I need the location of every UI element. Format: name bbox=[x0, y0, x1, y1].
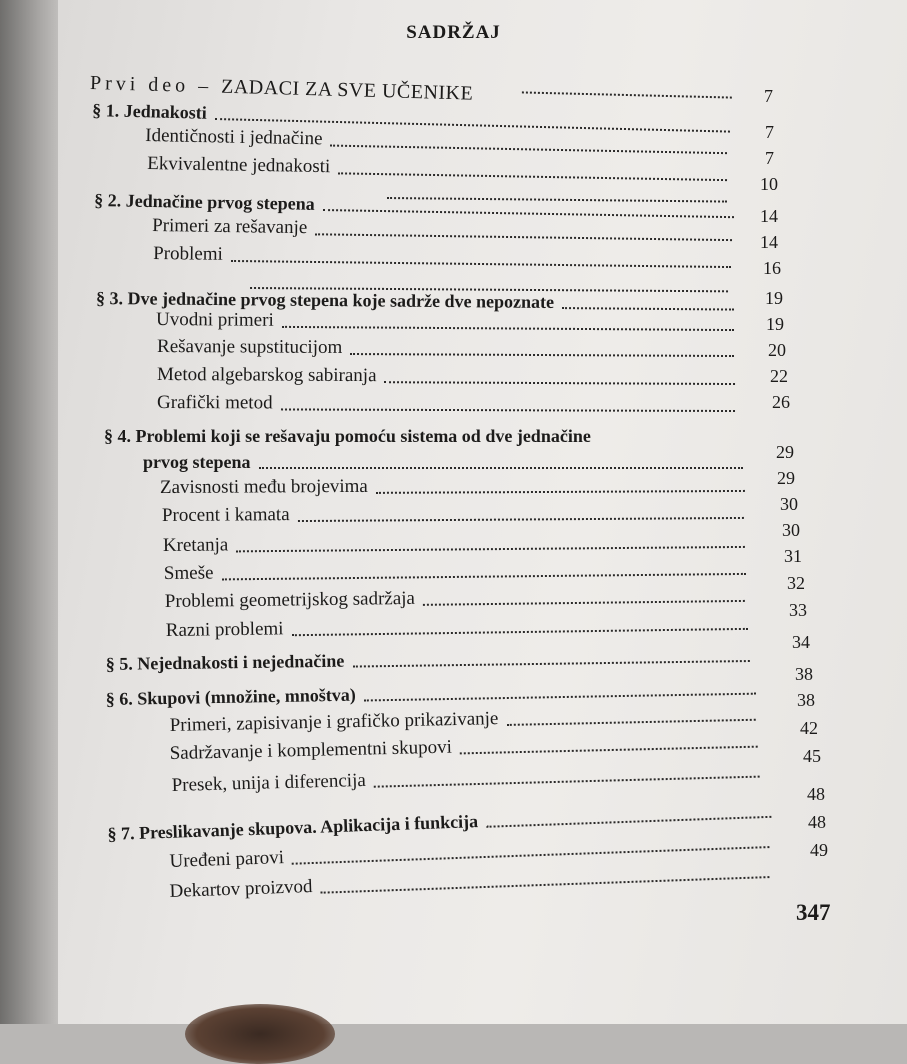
toc-entry-continued bbox=[143, 448, 743, 474]
page-ref: 7 bbox=[764, 86, 773, 106]
toc-label: Kretanja bbox=[162, 534, 229, 557]
toc-entry bbox=[156, 306, 734, 336]
page-ref: 34 bbox=[792, 632, 810, 652]
toc-label: Presek, unija i diferencija bbox=[171, 769, 367, 797]
toc-label: Uvodni primeri bbox=[156, 309, 274, 331]
toc-label: Razni problemi bbox=[165, 618, 284, 642]
toc-label: § 1. Jednakosti bbox=[92, 100, 208, 123]
page-ref: 10 bbox=[760, 174, 778, 194]
page-ref: 7 bbox=[765, 122, 774, 142]
page-ref: 29 bbox=[777, 468, 795, 488]
toc-entry bbox=[160, 471, 745, 500]
toc-label: Primeri, zapisivanje i grafičko prikazivanje bbox=[169, 708, 499, 737]
toc-label: Grafički metod bbox=[157, 392, 273, 414]
toc-label: Rešavanje supstitucijom bbox=[157, 336, 343, 358]
toc-label: Dekartov proizvod bbox=[169, 876, 313, 903]
page-title: SADRŽAJ bbox=[406, 22, 501, 43]
part-prefix: Prvi deo – bbox=[89, 72, 222, 98]
toc-label: Sadržavanje i komplementni skupovi bbox=[169, 736, 453, 765]
page-ref: 7 bbox=[765, 148, 774, 168]
folio: 347 bbox=[796, 900, 831, 925]
toc-label: Ekvivalentne jednakosti bbox=[147, 153, 331, 178]
toc-label: Uređeni parovi bbox=[169, 847, 285, 873]
page-ref: 38 bbox=[797, 690, 815, 710]
toc-label: § 2. Jednačine prvog stepena bbox=[94, 190, 315, 214]
toc-label: Procent i kamata bbox=[161, 504, 290, 527]
page-ref: 22 bbox=[770, 366, 788, 386]
page-ref: 30 bbox=[782, 520, 800, 540]
toc-entry bbox=[162, 498, 744, 528]
leader-dots bbox=[364, 689, 756, 702]
page-ref: 48 bbox=[807, 784, 825, 804]
page-ref: 20 bbox=[768, 340, 786, 360]
leader-dots bbox=[231, 256, 731, 268]
toc-entry-section-4: § 4. Problemi koji se rešavaju pomoću sistema od dve jednačine bbox=[104, 426, 591, 446]
leader-dots bbox=[298, 513, 744, 522]
toc-entry bbox=[163, 527, 745, 558]
leader-dots bbox=[315, 229, 732, 241]
leader-dots bbox=[352, 656, 750, 668]
page-ref: 49 bbox=[810, 840, 828, 860]
leader-dots bbox=[423, 596, 745, 606]
toc-label: Metod algebarskog sabiranja bbox=[157, 364, 377, 387]
toc-label: Problemi geometrijskog sadržaja bbox=[164, 587, 416, 613]
leader-dots bbox=[460, 742, 758, 755]
page-ref: 38 bbox=[795, 664, 813, 684]
page-ref: 31 bbox=[784, 546, 802, 566]
leader-dots bbox=[259, 463, 744, 469]
leader-dots bbox=[330, 141, 727, 155]
toc-label: Smeše bbox=[163, 562, 214, 585]
toc-label: prvog stepena bbox=[143, 452, 251, 472]
page-ref: 30 bbox=[780, 494, 798, 514]
toc-label: § 3. Dve jednačine prvog stepena koje sadrže dve nepoznate bbox=[96, 288, 555, 312]
page-ref: 14 bbox=[760, 232, 778, 252]
leader-dots bbox=[350, 349, 734, 357]
page-ref: 19 bbox=[766, 314, 784, 334]
leader-dots bbox=[385, 377, 736, 385]
toc-label: Primeri za rešavanje bbox=[152, 215, 308, 239]
leader-dots bbox=[376, 486, 745, 494]
toc-entry bbox=[157, 333, 734, 362]
page-ref: 19 bbox=[765, 288, 783, 308]
leader-dots bbox=[236, 542, 745, 552]
leader-dots bbox=[281, 404, 735, 412]
page-ref: 42 bbox=[800, 718, 818, 738]
page-ref: 14 bbox=[760, 206, 778, 226]
page-ref: 16 bbox=[763, 258, 781, 278]
page-ref: 29 bbox=[776, 442, 794, 462]
toc-label: Problemi bbox=[153, 243, 223, 265]
page-ref: 45 bbox=[803, 746, 821, 766]
leader-dots bbox=[292, 624, 748, 636]
page-ref: 26 bbox=[772, 392, 790, 412]
leader-dots bbox=[506, 715, 755, 726]
toc-label: Zavisnosti među brojevima bbox=[159, 475, 368, 499]
leader-dots bbox=[221, 569, 745, 580]
toc-entry bbox=[157, 389, 735, 417]
toc-label: § 7. Preslikavanje skupova. Aplikacija i funkcija bbox=[107, 811, 479, 845]
page-ref: 33 bbox=[789, 600, 807, 620]
leader-dots bbox=[282, 322, 734, 331]
page-ref: 32 bbox=[787, 573, 805, 593]
toc-label: Identičnosti i jednačine bbox=[145, 125, 323, 150]
toc-label: § 5. Nejednakosti i nejednačine bbox=[105, 650, 345, 675]
thumb-shadow bbox=[185, 1004, 335, 1064]
toc-entry bbox=[157, 361, 735, 390]
page-ref: 48 bbox=[808, 812, 826, 832]
part-title: ZADACI ZA SVE UČENIKE bbox=[220, 75, 474, 105]
toc-label: § 6. Skupovi (množine, mnoštva) bbox=[105, 684, 356, 710]
